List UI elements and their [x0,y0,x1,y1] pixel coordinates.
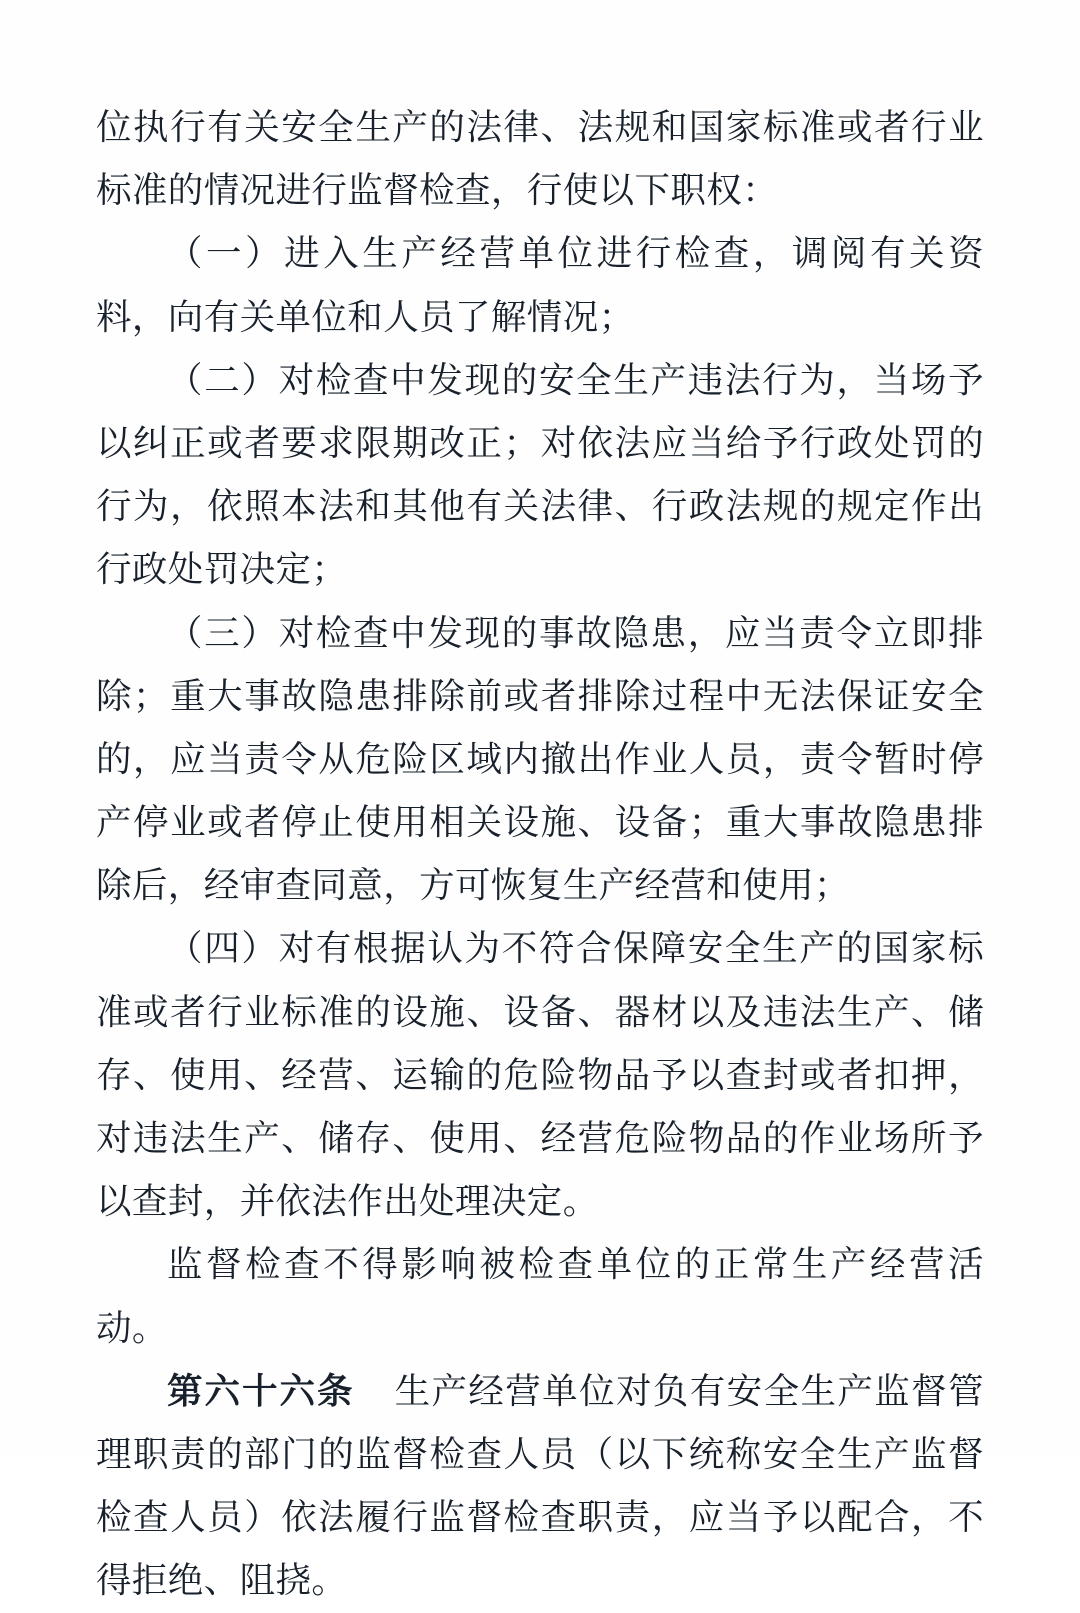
list-item-two: （二）对检查中发现的安全生产违法行为，当场予以纠正或者要求限期改正；对依法应当给予行政处罚的行为，依照本法和其他有关法律、行政法规的规定作出行政处罚决定； [96,359,984,590]
document-body [96,96,984,1613]
paragraph-closing: 监督检查不得影响被检查单位的正常生产经营活动。 [96,1244,984,1348]
list-item-four: （四）对有根据认为不符合保障安全生产的国家标准或者行业标准的设施、设备、器材以及违法生产、储存、使用、经营、运输的危险物品予以查封或者扣押，对违法生产、储存、使用、经营危险物品的作业场所予以查封，并依法作出处理决定。 [96,928,984,1222]
paragraph-continued: 位执行有关安全生产的法律、法规和国家标准或者行业标准的情况进行监督检查，行使以下职权： [96,107,984,211]
list-item-three: （三）对检查中发现的事故隐患，应当责令立即排除；重大事故隐患排除前或者排除过程中无法保证安全的，应当责令从危险区域内撤出作业人员，责令暂时停产停业或者停止使用相关设施、设备；重大事故隐患排除后，经审查同意，方可恢复生产经营和使用； [96,612,984,906]
list-item-one: （一）进入生产经营单位进行检查，调阅有关资料，向有关单位和人员了解情况； [96,233,984,337]
article-66-text: 生产经营单位对负有安全生产监督管理职责的部门的监督检查人员（以下统称安全生产监督检查人员）依法履行监督检查职责，应当予以配合，不得拒绝、阻挠。 [96,1370,984,1601]
article-66-paragraph [96,1360,984,1613]
article-66-label: 第六十六条 [167,1370,355,1411]
